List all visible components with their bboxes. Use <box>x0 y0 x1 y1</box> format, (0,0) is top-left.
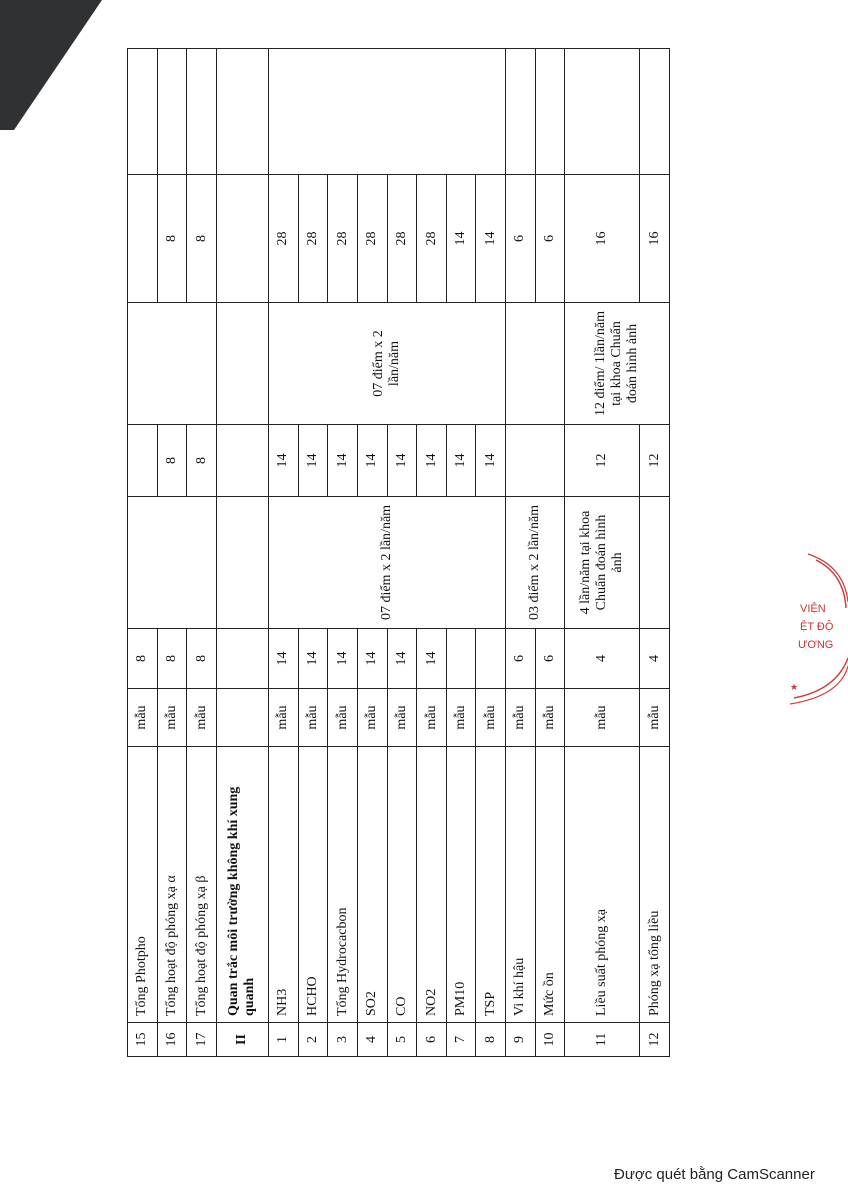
table-cell: 6 <box>535 175 565 303</box>
table-cell: 4 <box>357 1023 387 1057</box>
table-row <box>187 49 217 1057</box>
table-row <box>128 49 158 1057</box>
table-cell: 14 <box>357 425 387 497</box>
table-row <box>506 49 536 1057</box>
table-cell <box>216 425 268 497</box>
table-cell: 8 <box>157 425 187 497</box>
table-cell: 14 <box>446 425 476 497</box>
table-cell: 4 <box>565 629 640 689</box>
table-cell: 8 <box>157 175 187 303</box>
table-cell <box>506 425 565 497</box>
table-cell: SO2 <box>357 747 387 1023</box>
table-cell <box>506 49 536 175</box>
table-cell: NH3 <box>269 747 299 1023</box>
table-cell: 1 <box>269 1023 299 1057</box>
table-cell <box>535 49 565 175</box>
table-cell <box>216 497 268 629</box>
table-cell: Liều suất phóng xạ <box>565 747 640 1023</box>
table-cell <box>187 49 217 175</box>
table-cell: II <box>216 1023 268 1057</box>
table-cell: 28 <box>269 175 299 303</box>
table-cell <box>187 497 217 629</box>
table-cell: Tổng hoạt độ phóng xạ β <box>187 747 217 1023</box>
merged-frequency-cell: 12 điểm/ 1lần/năm tại khoa Chuẩn đoán hình ảnh <box>565 303 670 425</box>
merged-frequency-cell: 4 lần/năm tại khoa Chuẩn đoán hình ảnh <box>565 497 640 629</box>
table-cell: HCHO <box>298 747 328 1023</box>
section-row <box>216 49 268 1057</box>
table-cell: 4 <box>640 629 670 689</box>
table-cell: Tổng Photpho <box>128 747 158 1023</box>
table-cell <box>216 49 268 175</box>
table-cell: mẫu <box>128 689 158 747</box>
table-cell <box>157 49 187 175</box>
table-cell: 12 <box>640 1023 670 1057</box>
table-cell: 14 <box>298 425 328 497</box>
table-cell: 6 <box>506 175 536 303</box>
table-cell: 2 <box>298 1023 328 1057</box>
table-cell: 8 <box>187 175 217 303</box>
table-cell: CO <box>387 747 417 1023</box>
table-cell: 6 <box>417 1023 447 1057</box>
stamp-text-1: VIỆN <box>800 603 826 615</box>
table-cell: mẫu <box>535 689 565 747</box>
table-cell <box>506 303 565 425</box>
table-cell <box>216 629 268 689</box>
table-cell <box>157 497 187 629</box>
table-cell: 14 <box>417 629 447 689</box>
stamp-text-3: ƯƠNG <box>798 639 834 651</box>
table-cell: 14 <box>269 425 299 497</box>
table-cell: 14 <box>387 425 417 497</box>
table-cell: Phóng xạ tổng liều <box>640 747 670 1023</box>
table-cell <box>216 303 268 425</box>
table-cell: mẫu <box>328 689 358 747</box>
table-cell: mẫu <box>476 689 506 747</box>
table-row <box>269 49 299 1057</box>
table-cell <box>476 629 506 689</box>
table-cell: mẫu <box>446 689 476 747</box>
table-cell: 14 <box>476 175 506 303</box>
merged-frequency-cell: 07 điểm x 2 lần/năm <box>269 303 506 425</box>
table-cell: 6 <box>535 629 565 689</box>
table-cell: 8 <box>128 629 158 689</box>
table-cell: Mức ồn <box>535 747 565 1023</box>
table-cell: 15 <box>128 1023 158 1057</box>
table-cell: 16 <box>565 175 640 303</box>
table-cell: 14 <box>357 629 387 689</box>
table-cell: 8 <box>157 629 187 689</box>
table-cell <box>216 175 268 303</box>
table-cell: 14 <box>417 425 447 497</box>
table-cell: 11 <box>565 1023 640 1057</box>
scan-corner-shadow <box>0 0 110 140</box>
table-cell: mẫu <box>269 689 299 747</box>
table-cell: mẫu <box>187 689 217 747</box>
merged-frequency-cell: 03 điểm x 2 lần/năm <box>506 497 565 629</box>
table-cell: 3 <box>328 1023 358 1057</box>
table-cell: 8 <box>476 1023 506 1057</box>
table-cell: 14 <box>476 425 506 497</box>
table-cell: mẫu <box>157 689 187 747</box>
table-cell: mẫu <box>640 689 670 747</box>
table-cell: 16 <box>157 1023 187 1057</box>
table-cell: NO2 <box>417 747 447 1023</box>
table-cell: 7 <box>446 1023 476 1057</box>
table-cell: 14 <box>269 629 299 689</box>
table-cell <box>446 629 476 689</box>
table-cell: 14 <box>328 425 358 497</box>
table-cell: 28 <box>357 175 387 303</box>
camscanner-watermark: Được quét bằng CamScanner <box>614 1166 815 1183</box>
table-cell <box>269 49 506 175</box>
table-cell: mẫu <box>417 689 447 747</box>
table-cell: 5 <box>387 1023 417 1057</box>
table-cell: 12 <box>565 425 640 497</box>
table-cell: 14 <box>298 629 328 689</box>
table-cell: Tổng Hydrocacbon <box>328 747 358 1023</box>
table-cell: PM10 <box>446 747 476 1023</box>
table-cell: 14 <box>446 175 476 303</box>
table-cell <box>640 497 670 629</box>
table-cell: 10 <box>535 1023 565 1057</box>
table-cell: 28 <box>328 175 358 303</box>
table-cell: TSP <box>476 747 506 1023</box>
table-cell: mẫu <box>298 689 328 747</box>
table-cell <box>128 425 158 497</box>
table-cell: mẫu <box>387 689 417 747</box>
table-row <box>157 49 187 1057</box>
table-cell: 28 <box>298 175 328 303</box>
table-cell <box>640 49 670 175</box>
table-cell: Quan trắc môi trường không khí xung quanh <box>216 747 268 1023</box>
stamp-text-2: ỆT ĐỘ <box>800 621 834 633</box>
table-cell <box>128 175 158 303</box>
table-cell <box>216 689 268 747</box>
table-cell <box>128 49 158 175</box>
table-cell: 28 <box>387 175 417 303</box>
table-cell: 12 <box>640 425 670 497</box>
stamp-star: ★ <box>790 683 799 693</box>
table-cell: mẫu <box>506 689 536 747</box>
table-cell: mẫu <box>565 689 640 747</box>
table-cell: Tổng hoạt độ phóng xạ α <box>157 747 187 1023</box>
table-cell: 8 <box>187 629 217 689</box>
table-cell <box>157 303 187 425</box>
table-cell: 28 <box>417 175 447 303</box>
table-cell: 6 <box>506 629 536 689</box>
table-cell <box>128 303 158 425</box>
table-cell: 14 <box>387 629 417 689</box>
table-cell: 16 <box>640 175 670 303</box>
rotated-table-wrapper <box>127 49 670 1057</box>
table-cell <box>565 49 640 175</box>
table-cell: 8 <box>187 425 217 497</box>
table-cell: 14 <box>328 629 358 689</box>
table-cell <box>128 497 158 629</box>
official-seal-stamp <box>786 548 848 708</box>
table-cell <box>187 303 217 425</box>
table-row <box>640 49 670 1057</box>
table-cell: 17 <box>187 1023 217 1057</box>
table-row <box>565 49 640 1057</box>
table-cell: Vi khí hậu <box>506 747 536 1023</box>
monitoring-table <box>127 48 670 1057</box>
table-cell: mẫu <box>357 689 387 747</box>
table-cell: 9 <box>506 1023 536 1057</box>
merged-frequency-cell: 07 điểm x 2 lần/năm <box>269 497 506 629</box>
